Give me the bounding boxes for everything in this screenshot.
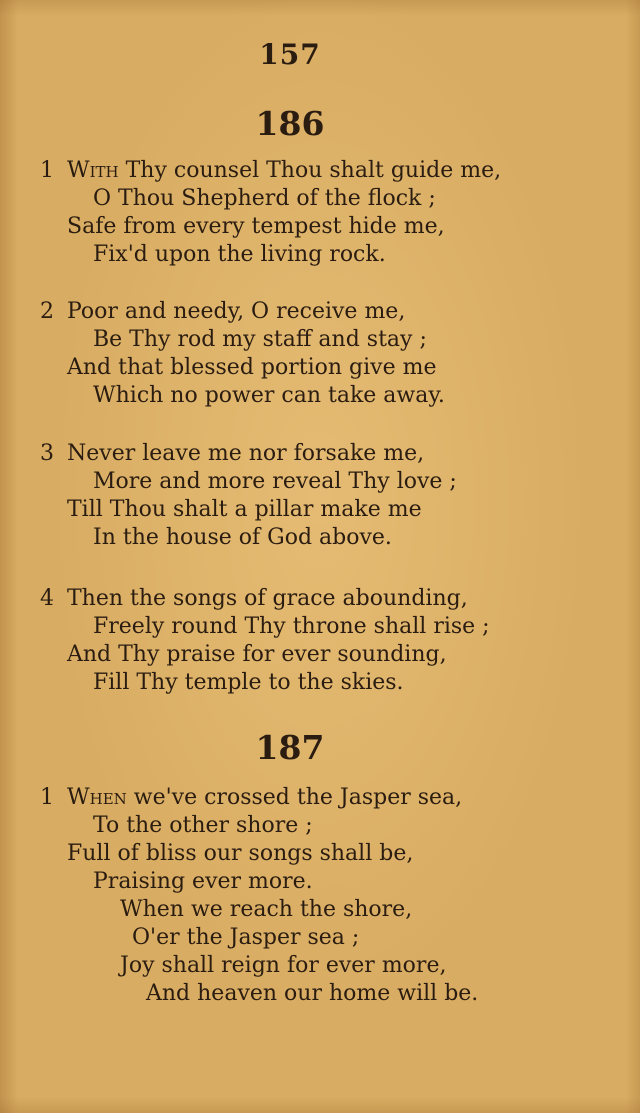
verse-line-text: And that blessed portion give me: [67, 355, 437, 380]
verse-lead-word: When: [67, 785, 127, 810]
verse-line: [40, 326, 600, 354]
verse-line: [40, 157, 600, 185]
verse-line: [40, 784, 600, 812]
verse-line-text: Full of bliss our songs shall be,: [67, 841, 414, 866]
verse-line: [40, 524, 600, 552]
hymn-186-verse-4: [40, 585, 600, 697]
verse-line-text: Never leave me nor forsake me,: [67, 441, 425, 466]
verse-line: [40, 213, 600, 241]
verse-line-text: Safe from every tempest hide me,: [67, 214, 445, 239]
verse-line: [40, 185, 600, 213]
verse-line-text: Freely round Thy throne shall rise ;: [93, 614, 490, 639]
verse-line: [40, 896, 600, 924]
verse-line: [40, 613, 600, 641]
verse-line-text: we've crossed the Jasper sea,: [126, 785, 463, 810]
hymn-186-verse-1: [40, 157, 600, 269]
hymn-number-187: 187: [255, 728, 325, 767]
verse-line: [40, 440, 600, 468]
verse-number: 4: [40, 586, 54, 611]
verse-line: [40, 952, 600, 980]
verse-line-text: In the house of God above.: [93, 525, 392, 550]
verse-line: [40, 496, 600, 524]
verse-line: [40, 868, 600, 896]
page-number: 157: [259, 38, 321, 71]
verse-line: [40, 840, 600, 868]
verse-line-text: When we reach the shore,: [120, 897, 413, 922]
verse-number: 3: [40, 441, 54, 466]
verse-line-text: Be Thy rod my staff and stay ;: [93, 327, 427, 352]
verse-line: [40, 382, 600, 410]
verse-line: [40, 924, 600, 952]
verse-line-text: Praising ever more.: [93, 869, 313, 894]
verse-line-text: And Thy praise for ever sounding,: [67, 642, 447, 667]
verse-line-text: Poor and needy, O receive me,: [67, 299, 406, 324]
verse-line: [40, 241, 600, 269]
verse-line-text: Then the songs of grace abounding,: [67, 586, 468, 611]
verse-line: [40, 298, 600, 326]
verse-line: [40, 354, 600, 382]
verse-line-text: O'er the Jasper sea ;: [132, 925, 360, 950]
hymn-186-verse-2: [40, 298, 600, 410]
verse-number: 2: [40, 299, 54, 324]
verse-line: [40, 669, 600, 697]
verse-number: 1: [40, 158, 54, 183]
verse-lead-word: With: [67, 158, 119, 183]
verse-line-text: To the other shore ;: [93, 813, 313, 838]
verse-line: [40, 980, 600, 1008]
verse-line: [40, 812, 600, 840]
verse-line-text: Till Thou shalt a pillar make me: [67, 497, 422, 522]
verse-line-text: Fix'd upon the living rock.: [93, 242, 386, 267]
hymn-187-verse-1: [40, 784, 600, 1008]
hymn-186-verse-3: [40, 440, 600, 552]
hymn-number-186: 186: [255, 104, 325, 143]
verse-line-text: And heaven our home will be.: [146, 981, 479, 1006]
verse-line: [40, 468, 600, 496]
verse-line-text: O Thou Shepherd of the flock ;: [93, 186, 436, 211]
verse-number: 1: [40, 785, 54, 810]
verse-line-text: More and more reveal Thy love ;: [93, 469, 457, 494]
verse-line-text: Joy shall reign for ever more,: [120, 953, 447, 978]
verse-line-text: Which no power can take away.: [93, 383, 445, 408]
verse-line: [40, 585, 600, 613]
verse-line-text: Thy counsel Thou shalt guide me,: [118, 158, 502, 183]
verse-line: [40, 641, 600, 669]
verse-line-text: Fill Thy temple to the skies.: [93, 670, 404, 695]
